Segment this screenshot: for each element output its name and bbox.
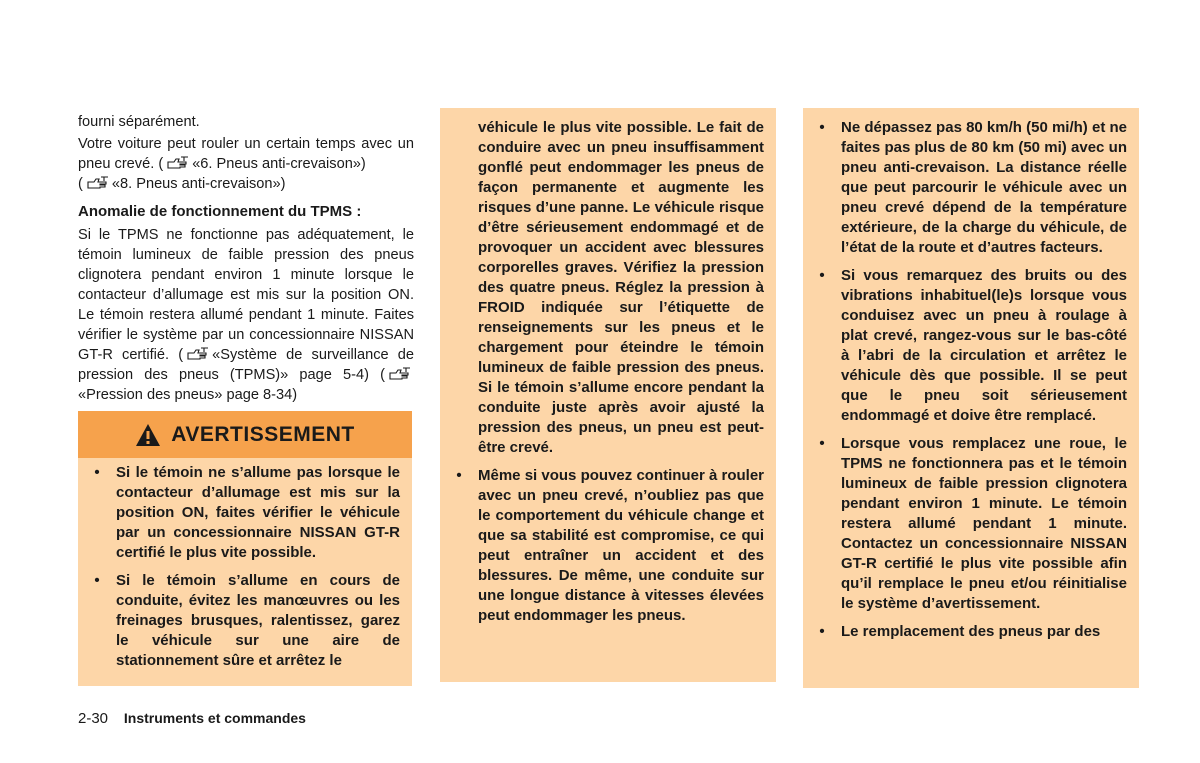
list-item: [440, 466, 776, 626]
column-1: [78, 112, 414, 407]
page-footer: [78, 710, 306, 727]
page-reference-icon: [167, 156, 189, 170]
warning-title: AVERTISSEMENT: [171, 422, 355, 446]
bullet: •: [819, 623, 825, 640]
list-item: [803, 118, 1139, 258]
list-item: [803, 434, 1139, 614]
list-item: [803, 622, 1139, 642]
warning-triangle-icon: [135, 423, 161, 447]
paragraph-text: Si le TPMS ne fonctionne pas adéquatement, le témoin lumineux de faible pression des pneus clignotera pendant environ 1 minute lorsque le contacteur d’allumage est mis sur la position ON. Le témoin restera allumé pendant 1 minute. Faites vérifier le système par un concessionnaire NISSAN GT-R certifié. (: [78, 227, 414, 363]
bullet: •: [456, 467, 462, 484]
paragraph-text: (: [78, 176, 83, 192]
continued-text: véhicule le plus vite possible. Le fait de conduire avec un pneu insuffisamment gonflé peut endommager les pneus de façon permanente et augmente les risques d’une panne. Le véhicule risque d’être sérieusement endommagé et de provoquer un accident avec blessures corporelles graves. Vérifiez la pression des quatre pneus. Réglez la pression à FROID indiquée sur l’étiquette de renseignements sur les pneus et le chargement pour éteindre le témoin lumineux de faible pression des pneus. Si le témoin s’allume encore pendant la conduite juste après avoir ajusté la pression des pneus, un pneu est peut-être crevé.: [478, 119, 764, 456]
page-reference-icon: [187, 347, 209, 361]
bullet: •: [94, 572, 100, 589]
warning-box-continued: [803, 108, 1139, 688]
list-item-text: Si le témoin ne s’allume pas lorsque le contacteur d’allumage est mis sur la position ON, faites vérifier le véhicule par un concessionnaire NISSAN GT-R certifié le plus vite possible.: [116, 464, 400, 561]
bullet: •: [819, 435, 825, 452]
page-reference-link[interactable]: «8. Pneus anti-crevaison»): [111, 176, 286, 192]
section-name: Instruments et commandes: [123, 710, 306, 726]
paragraph: fourni séparément.: [78, 114, 200, 130]
warning-box: [78, 411, 412, 686]
page-reference-icon: [389, 367, 411, 381]
list-item-text: Si vous remarquez des bruits ou des vibrations inhabituel(le)s lorsque vous conduisez avec un pneu à roulage à plat crevé, rangez-vous sur le bas-côté à l’abri de la circulation et arrêtez le véhicule dès que possible. Il se peut que le pneu soit sérieusement endommagé et doive être remplacé.: [841, 267, 1127, 424]
page-number: 2-30: [78, 710, 109, 727]
paragraph: [78, 225, 414, 405]
bullet: •: [819, 119, 825, 136]
warning-list: [78, 463, 412, 671]
list-item: [78, 463, 412, 563]
paragraph: [78, 134, 414, 194]
bullet: •: [94, 464, 100, 481]
warning-list: [803, 118, 1139, 642]
warning-box-continued: [440, 108, 776, 682]
warning-header: [78, 411, 412, 458]
list-item-text: Le remplacement des pneus par des: [841, 623, 1101, 640]
page-reference-link[interactable]: «6. Pneus anti-crevaison»): [192, 156, 366, 172]
warning-list: [440, 466, 776, 626]
section-heading: Anomalie de fonctionnement du TPMS :: [78, 203, 362, 220]
list-item: [78, 571, 412, 671]
list-item: [803, 266, 1139, 426]
list-item-text: Même si vous pouvez continuer à rouler avec un pneu crevé, n’oubliez pas que le comportement du véhicule change et que sa stabilité est compromise, ce qui peut entraîner un accident et des blessures. De même, une conduite sur une longue distance à vitesses élevées peut endommager les pneus.: [478, 467, 764, 624]
list-item-text: Si le témoin s’allume en cours de conduite, évitez les manœuvres ou les freinages brusques, ralentissez, garez le véhicule sur une aire de stationnement sûre et arrêtez le: [116, 572, 400, 669]
list-item-text: Lorsque vous remplacez une roue, le TPMS ne fonctionnera pas et le témoin lumineux de faible pression clignotera pendant environ 1 minute. Le témoin restera allumé pendant 1 minute. Contactez un concessionnaire NISSAN GT-R certifié le plus vite possible afin qu’il remplace le pneu et/ou réinitialise le système d’avertissement.: [841, 435, 1127, 612]
list-item-text: Ne dépassez pas 80 km/h (50 mi/h) et ne faites pas plus de 80 km (50 mi) avec un pneu anti-crevaison. La distance réelle que peut parcourir le véhicule avec un pneu crevé dépend de la température extérieure, de la charge du véhicule, de l’état de la route et d’autres facteurs.: [841, 119, 1127, 256]
page-reference-link[interactable]: «Système de surveillance de pression des pneus (TPMS)» page 5-4) (: [78, 347, 414, 383]
page-reference-link[interactable]: «Pression des pneus» page 8-34): [78, 387, 298, 403]
bullet: •: [819, 267, 825, 284]
page-reference-icon: [87, 176, 109, 190]
paragraph-text: Votre voiture peut rouler un certain temps avec un pneu crevé. (: [78, 136, 414, 172]
